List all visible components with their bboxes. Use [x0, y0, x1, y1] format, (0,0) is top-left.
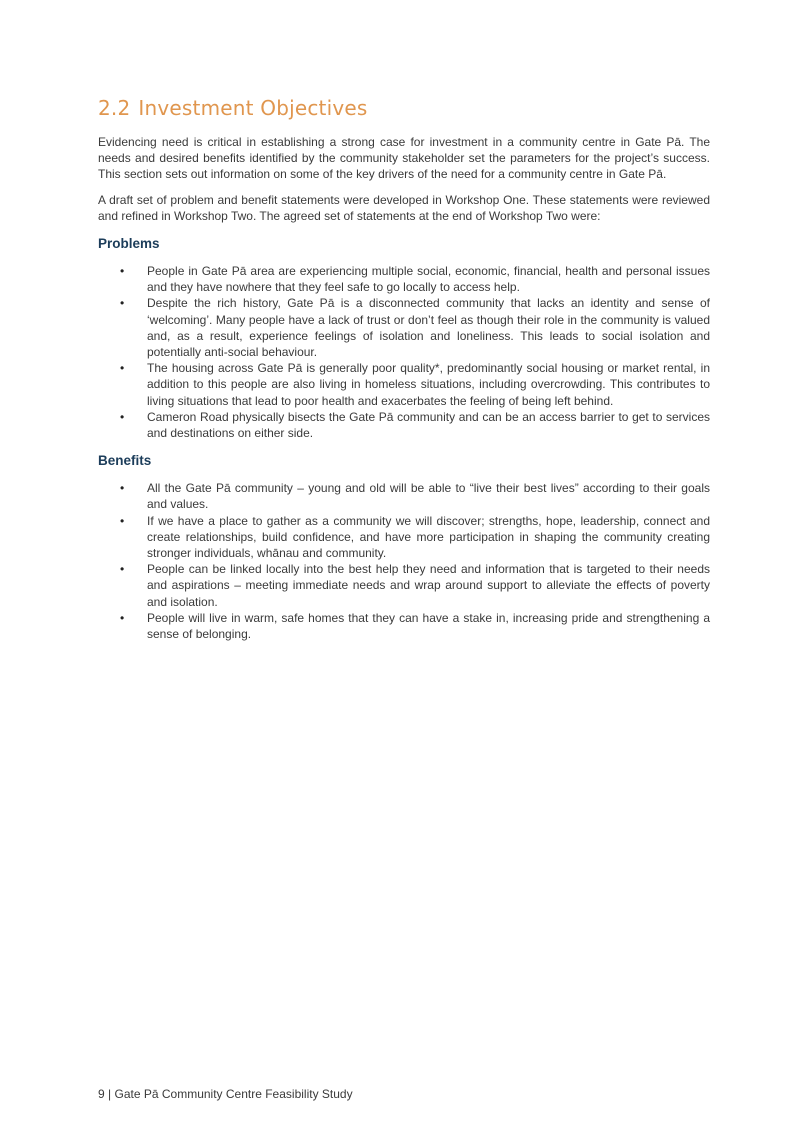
bullet-dot-icon: •	[120, 296, 125, 311]
section-number: 2.2	[98, 96, 131, 120]
benefit-item	[98, 561, 710, 610]
bullet-dot-icon: •	[120, 361, 125, 376]
footer-separator: |	[108, 1087, 112, 1101]
document-page	[98, 96, 710, 650]
problem-item-text: The housing across Gate Pā is generally poor quality*, predominantly social housing or market rental, in addition to this people are also living in homeless situations, including overcrowding. This contributes to living situations that lead to poor health and exacerbates the feeling of being left behind.	[147, 361, 710, 408]
bullet-dot-icon: •	[120, 481, 125, 496]
benefit-item	[98, 480, 710, 512]
section-title	[98, 96, 710, 120]
problems-list	[98, 263, 710, 441]
benefit-item-text: All the Gate Pā community – young and old will be able to “live their best lives” according to their goals and values.	[147, 481, 710, 512]
benefit-item-text: People will live in warm, safe homes that they can have a stake in, increasing pride and strengthening a sense of belonging.	[147, 610, 710, 642]
bullet-dot-icon: •	[120, 562, 125, 577]
bullet-dot-icon: •	[120, 513, 125, 528]
problem-item-text: Despite the rich history, Gate Pā is a disconnected community that lacks an identity and sense of ‘welcoming’. Many people have a lack of trust or don’t feel as though their role in the community is valued and, as a result, experience feelings of isolation and loneliness. This leads to social isolation and potentially anti-social behaviour.	[147, 296, 710, 360]
footer-page-number: 9	[98, 1087, 105, 1101]
benefit-item-text: People can be linked locally into the best help they need and information that is targeted to their needs and aspirations – meeting immediate needs and wrap around support to alleviate the effects of poverty and isolation.	[147, 562, 710, 609]
benefit-item	[98, 513, 710, 562]
problem-item	[98, 295, 710, 360]
problem-item	[98, 409, 710, 441]
bullet-dot-icon: •	[120, 409, 125, 424]
page-footer	[98, 1087, 353, 1101]
footer-document-title: Gate Pā Community Centre Feasibility Study	[114, 1087, 353, 1101]
section-title-text: Investment Objectives	[138, 96, 368, 120]
benefit-item-text: If we have a place to gather as a community we will discover; strengths, hope, leadership, connect and create relationships, build confidence, and have more participation in shaping the community creating stronger individuals, whānau and community.	[147, 513, 710, 561]
bullet-dot-icon: •	[120, 264, 125, 279]
problem-item	[98, 263, 710, 295]
problems-heading: Problems	[98, 236, 160, 252]
problem-item-text: People in Gate Pā area are experiencing multiple social, economic, financial, health and personal issues and they have nowhere that they feel safe to go locally to access help.	[147, 264, 710, 295]
benefits-list	[98, 480, 710, 642]
intro-paragraph-1: Evidencing need is critical in establishing a strong case for investment in a community centre in Gate Pā. The needs and desired benefits identified by the community stakeholder set the parameters for the project’s success. This section sets out information on some of the key drivers of the need for a community centre in Gate Pā.	[98, 135, 710, 182]
problem-item-text: Cameron Road physically bisects the Gate Pā community and can be an access barrier to get to services and destinations on either side.	[147, 409, 710, 441]
benefits-heading: Benefits	[98, 453, 152, 469]
bullet-dot-icon: •	[120, 610, 125, 625]
benefit-item	[98, 610, 710, 642]
intro-paragraph-2: A draft set of problem and benefit statements were developed in Workshop One. These statements were reviewed and refined in Workshop Two. The agreed set of statements at the end of Workshop Two were:	[98, 192, 710, 223]
problem-item	[98, 360, 710, 409]
